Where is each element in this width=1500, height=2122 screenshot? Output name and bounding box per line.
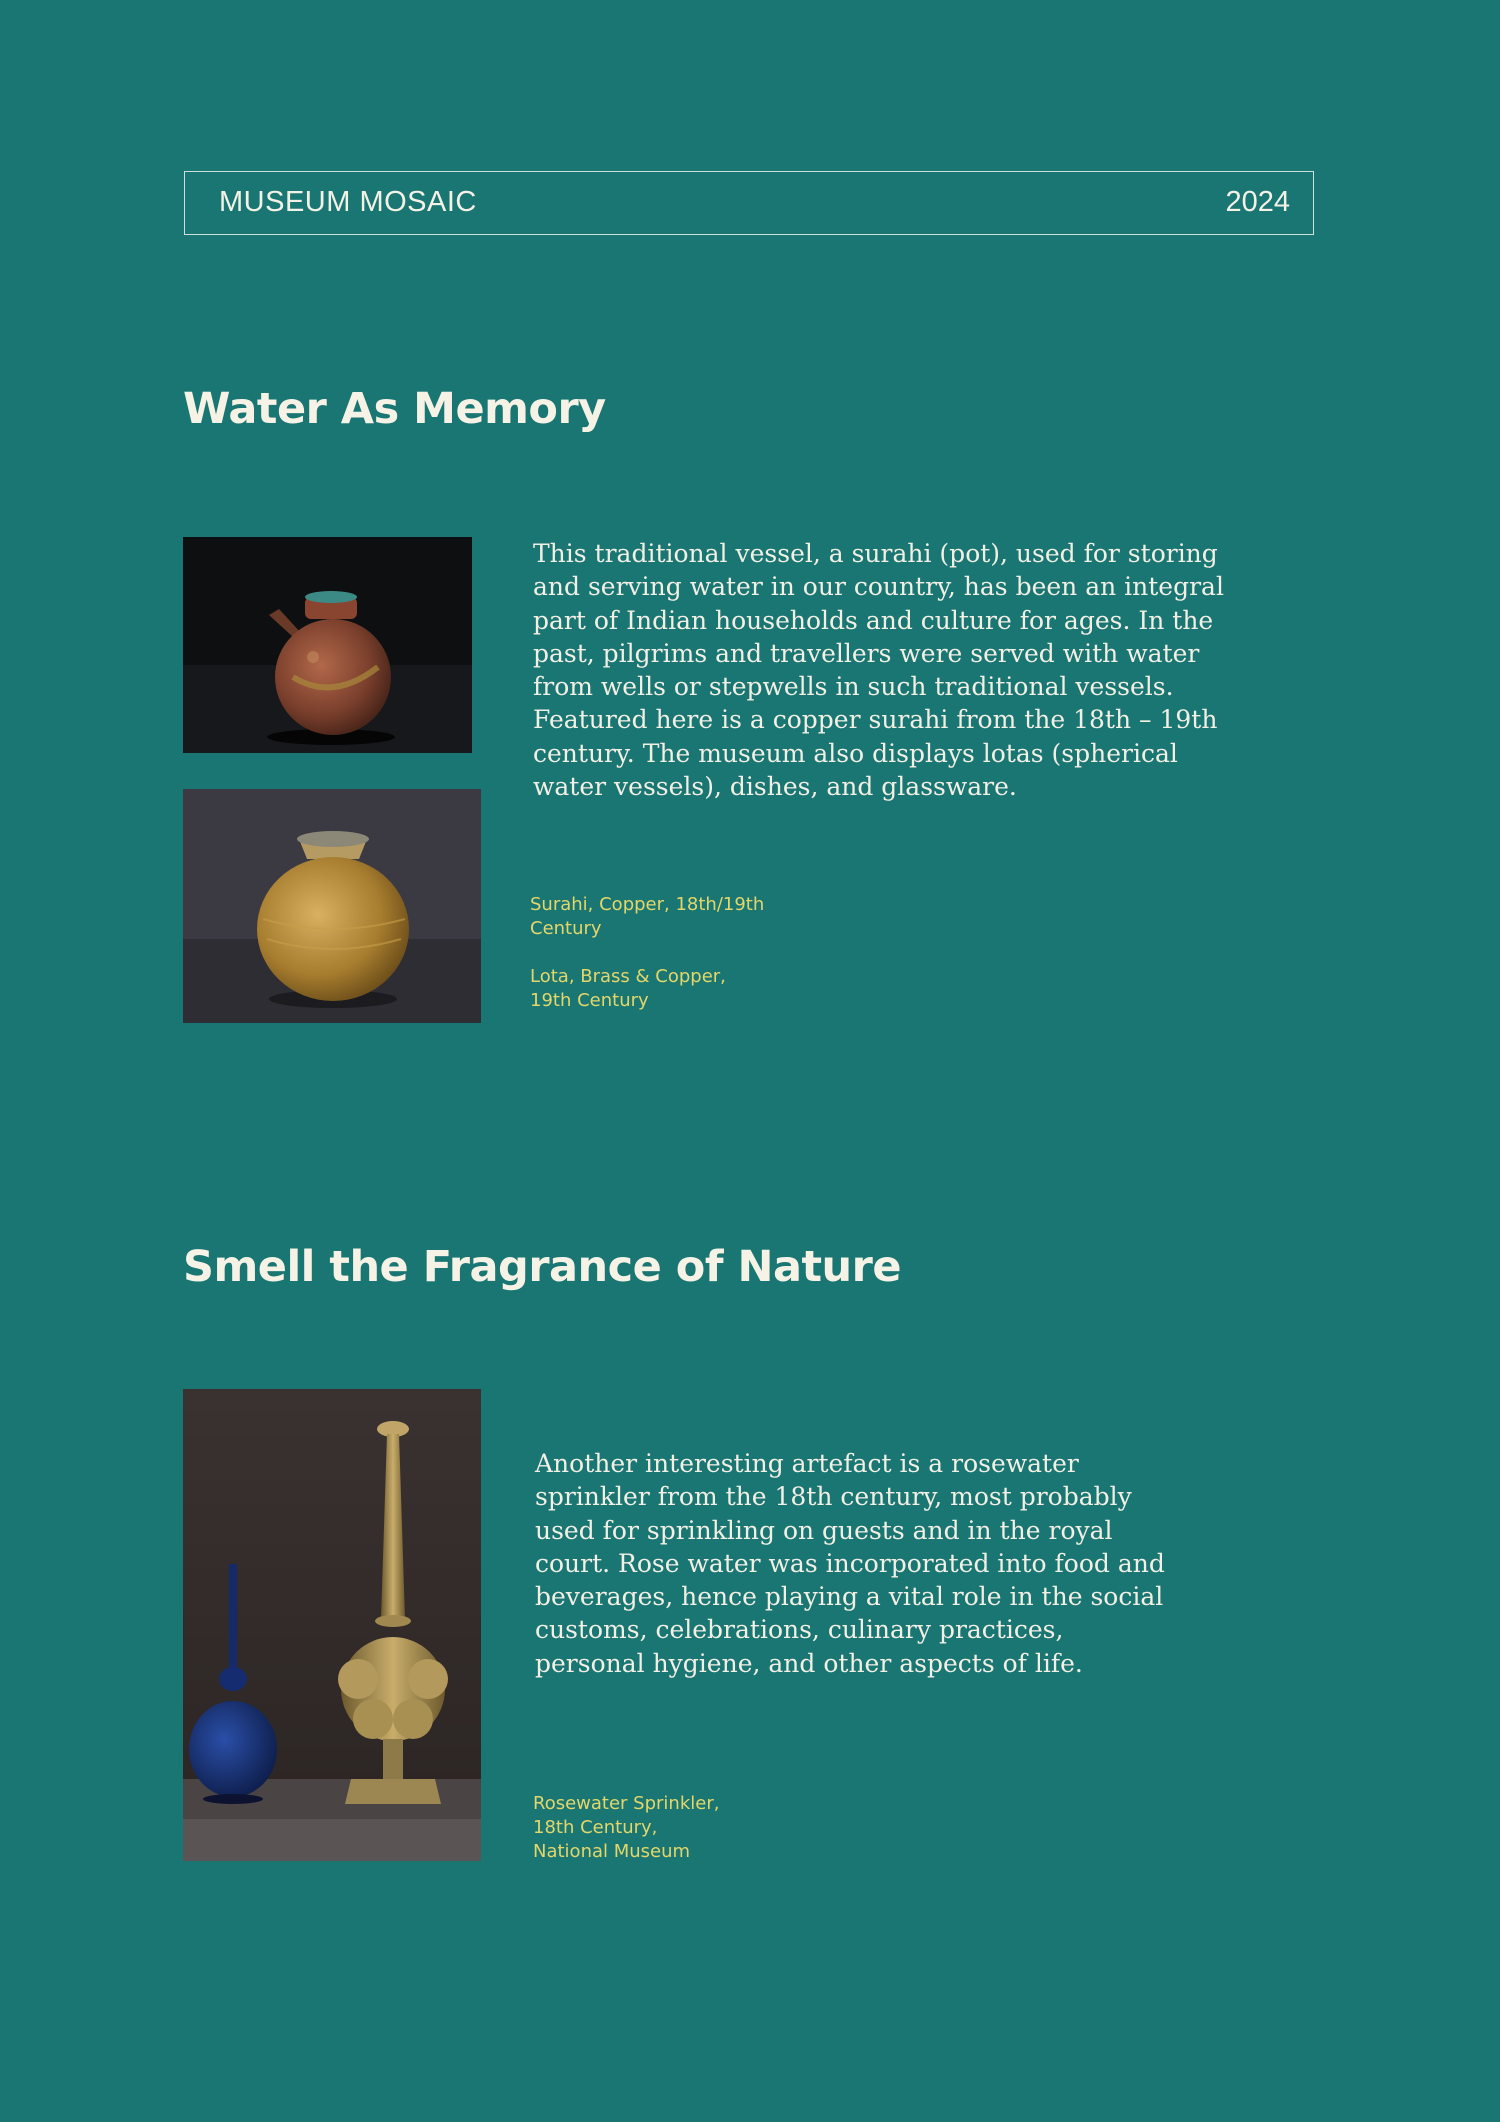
sprinkler-caption-line-1: Rosewater Sprinkler, — [533, 1793, 720, 1814]
section-heading-fragrance: Smell the Fragrance of Nature — [183, 1242, 902, 1292]
header-year: 2024 — [1225, 186, 1290, 218]
lota-caption: Lota, Brass & Copper, 19th Century — [530, 966, 726, 1011]
section1-body: This traditional vessel, a surahi (pot), used for storing and serving water in our country, has been an integral part of Indian households and culture for ages. In the past, pilgrims and travellers were served with water from wells or stepwells in such traditional vessels. Featured here is a copper surahi from the 18th – 19th century. The museum also displays lotas (spherical water vessels), dishes, and glassware. — [533, 539, 1224, 802]
sprinkler-caption-line-3: National Museum — [533, 1841, 691, 1862]
surahi-caption: Surahi, Copper, 18th/19th Century — [530, 894, 765, 939]
brand-title: MUSEUM MOSAIC — [219, 186, 477, 218]
section2-body: Another interesting artefact is a rosewater sprinkler from the 18th century, most probably used for sprinkling on guests and in the royal court. Rose water was incorporated into food and beverages, hence playing a vital role in the social customs, celebrations, culinary practices, personal hygiene, and other aspects of life. — [535, 1449, 1165, 1678]
surahi-photo — [183, 537, 472, 753]
sprinkler-caption — [533, 1792, 793, 1864]
section-heading-water: Water As Memory — [183, 384, 606, 434]
sprinkler-caption-line-2: 18th Century, — [533, 1817, 658, 1838]
page-header — [184, 171, 1314, 235]
lota-photo — [183, 789, 481, 1023]
rosewater-sprinkler-photo — [183, 1389, 481, 1861]
